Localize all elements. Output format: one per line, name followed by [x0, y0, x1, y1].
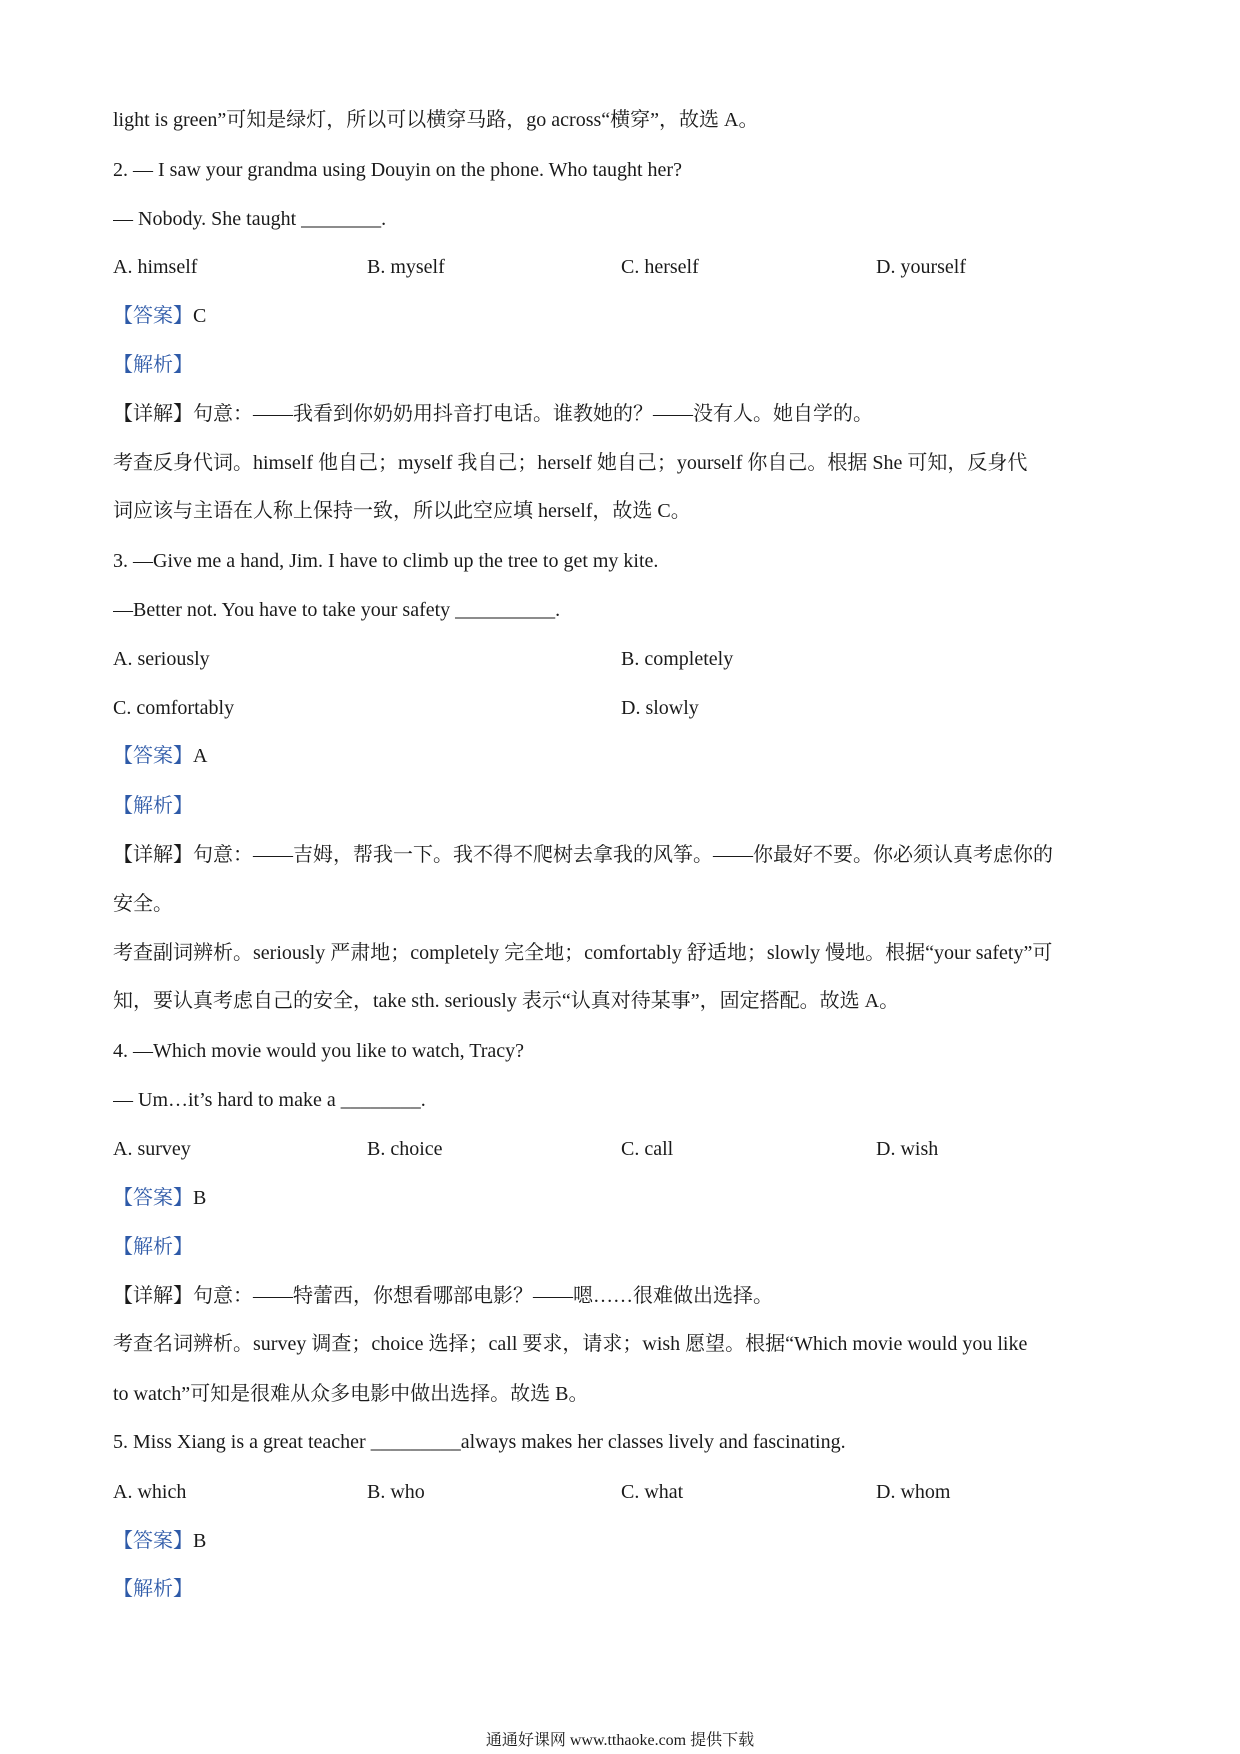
q3-detail-line-3: 考查副词辨析。seriously 严肃地；completely 完全地；comfortably 舒适地；slowly 慢地。根据“your safety”可 — [113, 942, 1053, 964]
q3-option-d: D. slowly — [621, 697, 699, 719]
q5-option-a: A. which — [113, 1481, 187, 1503]
q5-stem-line-1: 5. Miss Xiang is a great teacher _________always makes her classes lively and fascinating. — [113, 1431, 846, 1453]
q3-options-row-1 — [0, 645, 1240, 673]
q3-stem-line-1: 3. —Give me a hand, Jim. I have to climb up the tree to get my kite. — [113, 550, 659, 572]
q3-detail-line-4: 知，要认真考虑自己的安全，take sth. seriously 表示“认真对待某事”，固定搭配。故选 A。 — [113, 990, 900, 1012]
q2-detail-line-3: 词应该与主语在人称上保持一致，所以此空应填 herself，故选 C。 — [113, 500, 691, 522]
q4-option-b: B. choice — [367, 1138, 443, 1160]
q2-options — [0, 253, 1240, 281]
q3-answer-line — [113, 742, 1143, 770]
q2-stem-line-2: — Nobody. She taught ________. — [113, 208, 387, 230]
q3-stem-line-2: —Better not. You have to take your safety __________. — [113, 599, 561, 621]
answer-label: 【答案】 — [113, 745, 193, 767]
q3-option-b: B. completely — [621, 648, 734, 670]
q4-answer-line — [113, 1184, 1143, 1212]
q2-detail-line-1: 【详解】句意：——我看到你奶奶用抖音打电话。谁教她的？——没有人。她自学的。 — [113, 403, 873, 425]
q5-option-c: C. what — [621, 1481, 684, 1503]
q5-answer: B — [193, 1530, 207, 1552]
q4-stem-line-1: 4. —Which movie would you like to watch, Tracy? — [113, 1040, 525, 1062]
q2-answer: C — [193, 305, 207, 327]
q5-option-d: D. whom — [876, 1481, 951, 1503]
q2-answer-line — [113, 302, 1143, 330]
q2-option-b: B. myself — [367, 256, 445, 278]
q5-option-b: B. who — [367, 1481, 425, 1503]
q3-option-c: C. comfortably — [113, 697, 235, 719]
q2-option-c: C. herself — [621, 256, 699, 278]
q3-option-a: A. seriously — [113, 648, 210, 670]
q4-options — [0, 1135, 1240, 1163]
q3-detail-line-2: 安全。 — [113, 893, 173, 915]
q2-detail-line-2: 考查反身代词。himself 他自己；myself 我自己；herself 她自己；yourself 你自己。根据 She 可知，反身代 — [113, 452, 1028, 474]
q4-detail-line-2: 考查名词辨析。survey 调查；choice 选择；call 要求，请求；wish 愿望。根据“Which movie would you like — [113, 1333, 1028, 1355]
q4-option-c: C. call — [621, 1138, 674, 1160]
q4-answer: B — [193, 1187, 207, 1209]
q4-option-a: A. survey — [113, 1138, 191, 1160]
q3-analysis-label: 【解析】 — [113, 795, 193, 817]
q5-options — [0, 1478, 1240, 1506]
q5-answer-line — [113, 1527, 1143, 1555]
q4-detail-line-1: 【详解】句意：——特蕾西，你想看哪部电影？——嗯……很难做出选择。 — [113, 1285, 773, 1307]
q4-option-d: D. wish — [876, 1138, 939, 1160]
q5-analysis-label: 【解析】 — [113, 1578, 193, 1600]
q2-analysis-label: 【解析】 — [113, 354, 193, 376]
q3-detail-line-1: 【详解】句意：——吉姆，帮我一下。我不得不爬树去拿我的风筝。——你最好不要。你必须认真考虑你的 — [113, 844, 1053, 866]
q2-stem-line-1: 2. — I saw your grandma using Douyin on the phone. Who taught her? — [113, 159, 682, 181]
q2-option-d: D. yourself — [876, 256, 966, 278]
q2-option-a: A. himself — [113, 256, 198, 278]
q3-answer: A — [193, 745, 208, 767]
q4-stem-line-2: — Um…it’s hard to make a ________. — [113, 1089, 426, 1111]
page-footer: 通通好课网 www.tthaoke.com 提供下载 — [485, 1732, 755, 1749]
answer-label: 【答案】 — [113, 305, 193, 327]
q4-analysis-label: 【解析】 — [113, 1236, 193, 1258]
answer-label: 【答案】 — [113, 1530, 193, 1552]
q1-explanation-continued: light is green”可知是绿灯，所以可以横穿马路，go across“横穿”，故选 A。 — [113, 109, 759, 131]
q4-detail-line-3: to watch”可知是很难从众多电影中做出选择。故选 B。 — [113, 1383, 589, 1405]
answer-label: 【答案】 — [113, 1187, 193, 1209]
q3-options-row-2 — [0, 694, 1240, 722]
